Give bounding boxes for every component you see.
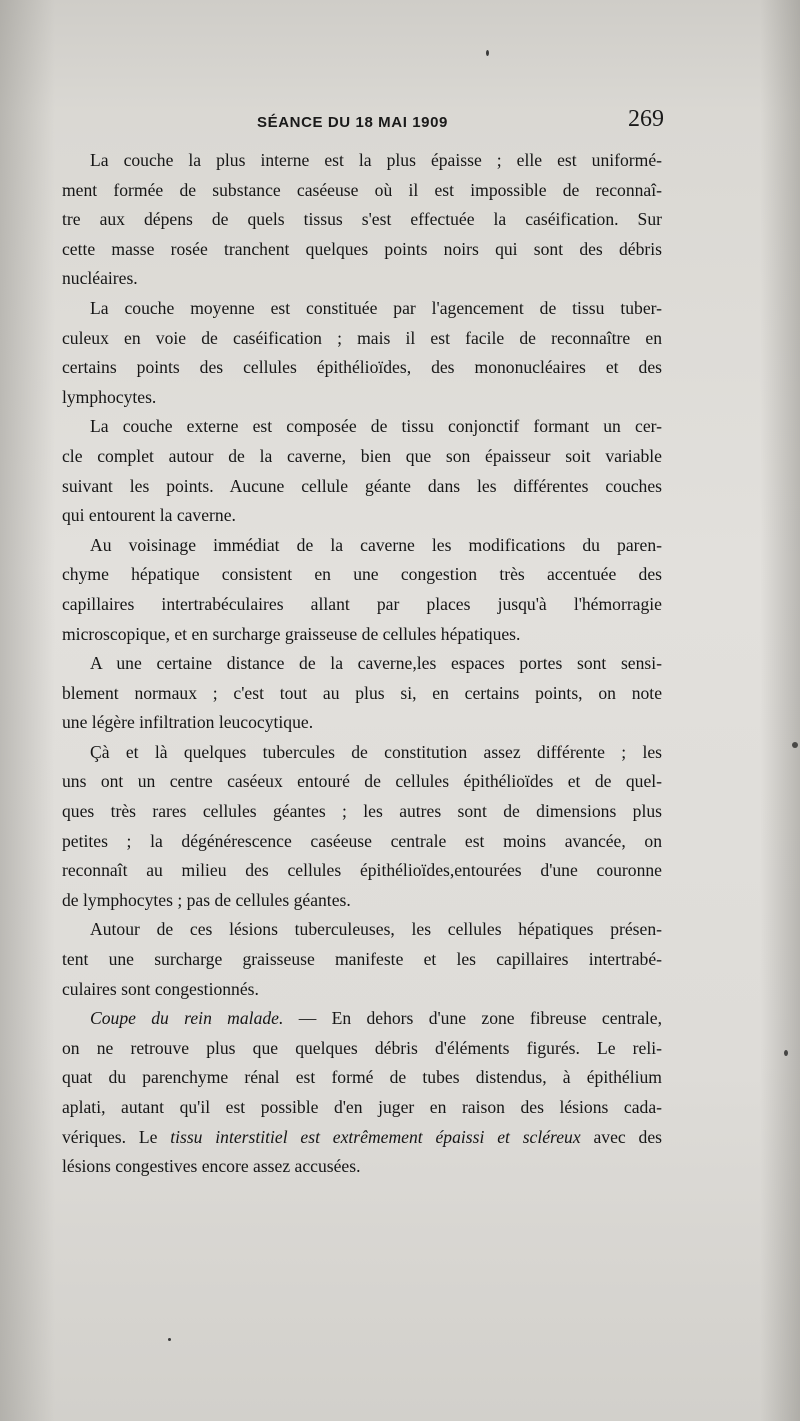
text-line: ment formée de substance caséeuse où il est impossible de reconnaî-: [62, 179, 662, 200]
text-line: La couche la plus interne est la plus épaisse ; elle est uniformé-: [90, 150, 662, 170]
text-line: de lymphocytes ; pas de cellules géantes.: [62, 889, 351, 910]
text-line: reconnaît au milieu des cellules épithélioïdes,entourées d'une couronne: [62, 860, 662, 881]
ink-speck: [784, 1050, 788, 1056]
italic-emphasis: tissu interstitiel est extrêmement épaissi et scléreux: [170, 1126, 581, 1147]
text-line: [62, 1004, 662, 1034]
text-line: petites ; la dégénérescence caséeuse centrale est moins avancée, on: [62, 830, 662, 851]
section-heading-italic: Coupe du rein malade.: [90, 1008, 284, 1029]
text-line: tre aux dépens de quels tissus s'est effectuée la caséification. Sur: [62, 209, 662, 230]
text-line: quat du parenchyme rénal est formé de tubes distendus, à épithélium: [62, 1067, 662, 1088]
text-line: une légère infiltration leucocytique.: [62, 712, 314, 733]
text-line: culaires sont congestionnés.: [62, 978, 259, 999]
running-head-title: SÉANCE DU 18 MAI 1909: [257, 114, 448, 131]
text-line: La couche externe est composée de tissu conjonctif formant un cer-: [90, 416, 662, 437]
text-run: avec des: [580, 1126, 662, 1147]
text-line: ques très rares cellules géantes ; les autres sont de dimensions plus: [62, 801, 662, 822]
text-line: lésions congestives encore assez accusées.: [62, 1156, 361, 1177]
paragraph-parenchyma: [62, 531, 662, 649]
text-line: suivant les points. Aucune cellule géante dans les différentes couches: [62, 475, 662, 496]
text-line: capillaires intertrabéculaires allant par places jusqu'à l'hémorragie: [62, 593, 662, 614]
page-number: 269: [628, 106, 664, 132]
text-line: culeux en voie de caséification ; mais il est facile de reconnaître en: [62, 327, 662, 348]
text-line: qui entourent la caverne.: [62, 505, 236, 526]
ink-speck: [792, 742, 798, 748]
text-line: nucléaires.: [62, 268, 138, 289]
text-line: Au voisinage immédiat de la caverne les modifications du paren-: [90, 534, 662, 555]
ink-speck: [168, 1338, 171, 1341]
text-line: blement normaux ; c'est tout au plus si, en certains points, on note: [62, 682, 662, 703]
text-line: [62, 1123, 662, 1153]
paragraph-portal-spaces: [62, 649, 662, 738]
paragraph-hepatic-cells: [62, 915, 662, 1004]
running-head: [62, 104, 662, 144]
paragraph-kidney-section: [62, 1004, 662, 1182]
text-line: cle complet autour de la caverne, bien que son épaisseur soit variable: [62, 445, 662, 466]
text-line: lymphocytes.: [62, 386, 157, 407]
text-run: — En dehors d'une zone fibreuse centrale,: [283, 1008, 662, 1029]
body-text: [62, 146, 662, 1182]
text-line: cette masse rosée tranchent quelques points noirs qui sont des débris: [62, 238, 662, 259]
text-line: certains points des cellules épithélioïdes, des mononucléaires et des: [62, 357, 662, 378]
ink-speck: [486, 50, 489, 56]
paragraph-outer-layer: [62, 412, 662, 530]
text-line: microscopique, et en surcharge graisseuse de cellules hépatiques.: [62, 623, 521, 644]
text-line: on ne retrouve plus que quelques débris d'éléments figurés. Le reli-: [62, 1037, 662, 1058]
text-line: A une certaine distance de la caverne,les espaces portes sont sensi-: [90, 653, 662, 674]
paragraph-middle-layer: [62, 294, 662, 412]
text-line: tent une surcharge graisseuse manifeste et les capillaires intertrabé-: [62, 949, 662, 970]
paragraph-tubercles: [62, 738, 662, 916]
text-line: Autour de ces lésions tuberculeuses, les cellules hépatiques présen-: [90, 919, 662, 940]
text-line: uns ont un centre caséeux entouré de cellules épithélioïdes et de quel-: [62, 771, 662, 792]
paragraph-caseous-layer: [62, 146, 662, 294]
text-run: vériques. Le: [62, 1126, 171, 1147]
text-line: chyme hépatique consistent en une congestion très accentuée des: [62, 564, 662, 585]
text-line: aplati, autant qu'il est possible d'en juger en raison des lésions cada-: [62, 1097, 662, 1117]
text-line: Çà et là quelques tubercules de constitution assez différente ; les: [90, 741, 662, 762]
text-line: La couche moyenne est constituée par l'agencement de tissu tuber-: [90, 297, 662, 318]
